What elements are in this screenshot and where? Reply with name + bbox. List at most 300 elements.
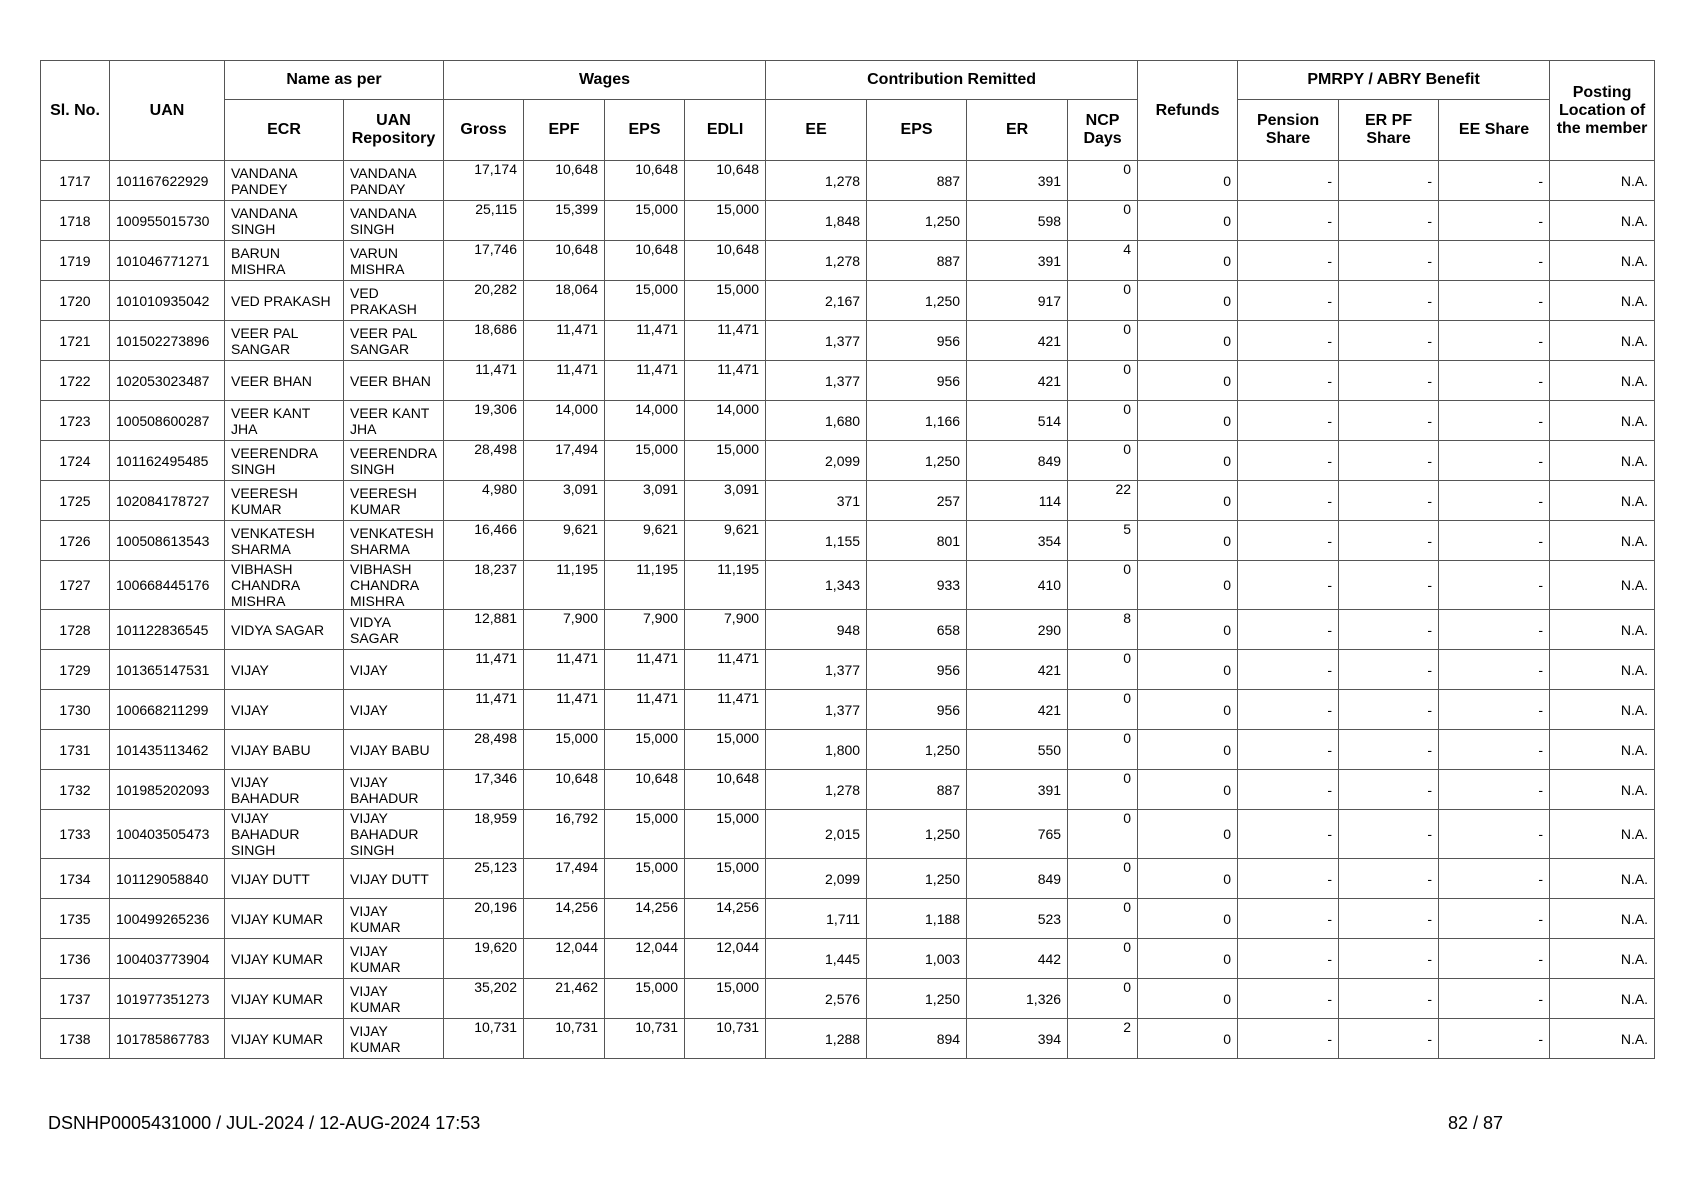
table-row (41, 1019, 1655, 1059)
cell-eps: 14,000 (605, 401, 685, 441)
cell-epf: 14,256 (524, 899, 605, 939)
cell-uan: 102053023487 (110, 361, 225, 401)
table-row (41, 730, 1655, 770)
cell-uan: 101502273896 (110, 321, 225, 361)
cell-epf: 7,900 (524, 610, 605, 650)
cell-ee: 1,288 (766, 1019, 867, 1059)
cell-ee-share: - (1439, 650, 1550, 690)
cell-ee-share: - (1439, 979, 1550, 1019)
cell-sl-no: 1737 (41, 979, 110, 1019)
cell-ncp-days: 4 (1068, 241, 1138, 281)
cell-gross: 18,959 (444, 810, 524, 859)
cell-er-pf-share: - (1339, 1019, 1439, 1059)
cell-ee: 2,167 (766, 281, 867, 321)
cell-gross: 28,498 (444, 730, 524, 770)
cell-gross: 12,881 (444, 610, 524, 650)
header-pension-share: Pension Share (1238, 100, 1339, 161)
cell-edli: 7,900 (685, 610, 766, 650)
cell-ee-share: - (1439, 939, 1550, 979)
cell-er-pf-share: - (1339, 899, 1439, 939)
cell-eps: 9,621 (605, 521, 685, 561)
cell-er-pf-share: - (1339, 610, 1439, 650)
cell-ncp-days: 0 (1068, 690, 1138, 730)
cell-pension-share: - (1238, 899, 1339, 939)
cell-ncp-days: 8 (1068, 610, 1138, 650)
cell-ncp-days: 0 (1068, 321, 1138, 361)
cell-eps: 10,648 (605, 241, 685, 281)
cell-uan: 101167622929 (110, 161, 225, 201)
cell-gross: 20,282 (444, 281, 524, 321)
cell-pension-share: - (1238, 610, 1339, 650)
cell-posting-location: N.A. (1550, 321, 1655, 361)
cell-uan-repository-name: VIJAY KUMAR (344, 899, 444, 939)
cell-pension-share: - (1238, 321, 1339, 361)
cell-posting-location: N.A. (1550, 859, 1655, 899)
cell-sl-no: 1719 (41, 241, 110, 281)
cell-uan: 101365147531 (110, 650, 225, 690)
header-edli: EDLI (685, 100, 766, 161)
cell-sl-no: 1721 (41, 321, 110, 361)
cell-ncp-days: 0 (1068, 361, 1138, 401)
cell-ee: 2,099 (766, 859, 867, 899)
cell-sl-no: 1730 (41, 690, 110, 730)
cell-uan: 100499265236 (110, 899, 225, 939)
cell-epf: 12,044 (524, 939, 605, 979)
cell-uan-repository-name: VIBHASH CHANDRA MISHRA (344, 561, 444, 610)
cell-pension-share: - (1238, 281, 1339, 321)
cell-contribution-eps: 801 (867, 521, 967, 561)
cell-ee: 1,155 (766, 521, 867, 561)
cell-ee-share: - (1439, 770, 1550, 810)
cell-refunds: 0 (1138, 201, 1238, 241)
cell-uan: 101162495485 (110, 441, 225, 481)
cell-refunds: 0 (1138, 899, 1238, 939)
cell-ee: 1,848 (766, 201, 867, 241)
document-reference: DSNHP0005431000 / JUL-2024 / 12-AUG-2024 17:53 (48, 1113, 481, 1133)
cell-uan-repository-name: VIJAY BAHADUR (344, 770, 444, 810)
cell-er: 765 (967, 810, 1068, 859)
cell-ee: 1,445 (766, 939, 867, 979)
cell-uan: 100508613543 (110, 521, 225, 561)
table-row (41, 361, 1655, 401)
cell-gross: 17,174 (444, 161, 524, 201)
cell-gross: 35,202 (444, 979, 524, 1019)
cell-er-pf-share: - (1339, 161, 1439, 201)
cell-epf: 10,648 (524, 241, 605, 281)
table-row (41, 690, 1655, 730)
cell-contribution-eps: 1,250 (867, 810, 967, 859)
cell-ncp-days: 5 (1068, 521, 1138, 561)
table-row (41, 939, 1655, 979)
cell-epf: 11,195 (524, 561, 605, 610)
cell-ee-share: - (1439, 161, 1550, 201)
cell-sl-no: 1723 (41, 401, 110, 441)
cell-epf: 15,000 (524, 730, 605, 770)
cell-contribution-eps: 933 (867, 561, 967, 610)
cell-edli: 11,471 (685, 690, 766, 730)
table-row (41, 441, 1655, 481)
cell-er-pf-share: - (1339, 770, 1439, 810)
cell-contribution-eps: 956 (867, 361, 967, 401)
cell-edli: 11,471 (685, 321, 766, 361)
cell-refunds: 0 (1138, 241, 1238, 281)
cell-eps: 15,000 (605, 730, 685, 770)
ecr-statement-table (40, 60, 1655, 1059)
table-row (41, 281, 1655, 321)
cell-sl-no: 1727 (41, 561, 110, 610)
cell-uan-repository-name: VANDANA SINGH (344, 201, 444, 241)
cell-ee: 1,800 (766, 730, 867, 770)
cell-eps: 11,195 (605, 561, 685, 610)
cell-edli: 10,648 (685, 241, 766, 281)
cell-sl-no: 1726 (41, 521, 110, 561)
cell-epf: 16,792 (524, 810, 605, 859)
cell-pension-share: - (1238, 561, 1339, 610)
header-uan-repository: UAN Repository (344, 100, 444, 161)
cell-contribution-eps: 1,250 (867, 979, 967, 1019)
cell-ecr-name: VEER PAL SANGAR (225, 321, 344, 361)
cell-ncp-days: 0 (1068, 161, 1138, 201)
cell-uan: 100508600287 (110, 401, 225, 441)
cell-uan: 100955015730 (110, 201, 225, 241)
cell-ee: 1,343 (766, 561, 867, 610)
cell-ncp-days: 0 (1068, 561, 1138, 610)
cell-epf: 11,471 (524, 650, 605, 690)
cell-sl-no: 1738 (41, 1019, 110, 1059)
cell-pension-share: - (1238, 730, 1339, 770)
cell-refunds: 0 (1138, 521, 1238, 561)
cell-pension-share: - (1238, 770, 1339, 810)
cell-uan: 100403773904 (110, 939, 225, 979)
cell-ecr-name: VIJAY KUMAR (225, 899, 344, 939)
cell-epf: 10,648 (524, 770, 605, 810)
cell-gross: 11,471 (444, 650, 524, 690)
cell-edli: 12,044 (685, 939, 766, 979)
cell-contribution-eps: 1,250 (867, 281, 967, 321)
cell-ecr-name: VEER KANT JHA (225, 401, 344, 441)
cell-contribution-eps: 1,188 (867, 899, 967, 939)
cell-uan-repository-name: VED PRAKASH (344, 281, 444, 321)
header-name-as-per: Name as per (225, 61, 444, 100)
cell-ncp-days: 0 (1068, 810, 1138, 859)
cell-gross: 4,980 (444, 481, 524, 521)
table-header (41, 61, 1655, 161)
cell-contribution-eps: 257 (867, 481, 967, 521)
cell-refunds: 0 (1138, 441, 1238, 481)
cell-uan: 100668211299 (110, 690, 225, 730)
cell-edli: 10,731 (685, 1019, 766, 1059)
cell-er-pf-share: - (1339, 201, 1439, 241)
header-sl-no: Sl. No. (41, 61, 110, 161)
cell-gross: 17,346 (444, 770, 524, 810)
cell-er: 917 (967, 281, 1068, 321)
cell-posting-location: N.A. (1550, 401, 1655, 441)
cell-refunds: 0 (1138, 1019, 1238, 1059)
cell-gross: 11,471 (444, 361, 524, 401)
header-ee: EE (766, 100, 867, 161)
cell-ee-share: - (1439, 361, 1550, 401)
cell-uan-repository-name: VEER BHAN (344, 361, 444, 401)
cell-epf: 15,399 (524, 201, 605, 241)
cell-pension-share: - (1238, 361, 1339, 401)
cell-gross: 18,237 (444, 561, 524, 610)
cell-ncp-days: 0 (1068, 979, 1138, 1019)
cell-er-pf-share: - (1339, 481, 1439, 521)
cell-ee: 1,377 (766, 321, 867, 361)
cell-pension-share: - (1238, 521, 1339, 561)
table-row (41, 321, 1655, 361)
cell-ncp-days: 0 (1068, 201, 1138, 241)
cell-eps: 10,648 (605, 770, 685, 810)
cell-uan-repository-name: VIJAY KUMAR (344, 1019, 444, 1059)
cell-uan: 102084178727 (110, 481, 225, 521)
cell-eps: 15,000 (605, 859, 685, 899)
cell-uan-repository-name: VENKATESH SHARMA (344, 521, 444, 561)
cell-posting-location: N.A. (1550, 561, 1655, 610)
cell-pension-share: - (1238, 859, 1339, 899)
cell-ecr-name: VIJAY KUMAR (225, 979, 344, 1019)
cell-ee: 2,099 (766, 441, 867, 481)
cell-er: 391 (967, 161, 1068, 201)
cell-ee-share: - (1439, 481, 1550, 521)
cell-refunds: 0 (1138, 810, 1238, 859)
cell-edli: 10,648 (685, 161, 766, 201)
cell-er: 550 (967, 730, 1068, 770)
cell-er-pf-share: - (1339, 650, 1439, 690)
cell-ee: 948 (766, 610, 867, 650)
cell-pension-share: - (1238, 481, 1339, 521)
cell-er-pf-share: - (1339, 561, 1439, 610)
cell-ecr-name: VEERENDRA SINGH (225, 441, 344, 481)
cell-posting-location: N.A. (1550, 241, 1655, 281)
cell-ecr-name: VENKATESH SHARMA (225, 521, 344, 561)
cell-refunds: 0 (1138, 401, 1238, 441)
cell-sl-no: 1717 (41, 161, 110, 201)
cell-ee: 1,377 (766, 361, 867, 401)
cell-er-pf-share: - (1339, 361, 1439, 401)
cell-er-pf-share: - (1339, 281, 1439, 321)
cell-uan: 101985202093 (110, 770, 225, 810)
table-row (41, 979, 1655, 1019)
cell-eps: 15,000 (605, 281, 685, 321)
cell-pension-share: - (1238, 441, 1339, 481)
table-row (41, 810, 1655, 859)
cell-pension-share: - (1238, 810, 1339, 859)
cell-uan: 101129058840 (110, 859, 225, 899)
cell-er-pf-share: - (1339, 810, 1439, 859)
cell-eps: 11,471 (605, 361, 685, 401)
cell-ee: 371 (766, 481, 867, 521)
cell-ee-share: - (1439, 281, 1550, 321)
cell-edli: 11,471 (685, 650, 766, 690)
cell-posting-location: N.A. (1550, 281, 1655, 321)
cell-pension-share: - (1238, 690, 1339, 730)
cell-sl-no: 1732 (41, 770, 110, 810)
cell-sl-no: 1731 (41, 730, 110, 770)
cell-edli: 15,000 (685, 979, 766, 1019)
cell-refunds: 0 (1138, 481, 1238, 521)
cell-gross: 18,686 (444, 321, 524, 361)
cell-ncp-days: 0 (1068, 441, 1138, 481)
cell-uan-repository-name: VEER KANT JHA (344, 401, 444, 441)
cell-uan-repository-name: VARUN MISHRA (344, 241, 444, 281)
header-contribution-remitted: Contribution Remitted (766, 61, 1138, 100)
cell-ncp-days: 0 (1068, 770, 1138, 810)
cell-er: 442 (967, 939, 1068, 979)
cell-uan-repository-name: VANDANA PANDAY (344, 161, 444, 201)
cell-posting-location: N.A. (1550, 899, 1655, 939)
table-row (41, 481, 1655, 521)
cell-contribution-eps: 887 (867, 241, 967, 281)
cell-er: 523 (967, 899, 1068, 939)
cell-sl-no: 1718 (41, 201, 110, 241)
cell-gross: 11,471 (444, 690, 524, 730)
cell-er-pf-share: - (1339, 521, 1439, 561)
cell-uan-repository-name: VIJAY (344, 650, 444, 690)
table-row (41, 401, 1655, 441)
cell-refunds: 0 (1138, 979, 1238, 1019)
cell-er: 849 (967, 859, 1068, 899)
cell-er: 514 (967, 401, 1068, 441)
cell-contribution-eps: 1,250 (867, 859, 967, 899)
cell-contribution-eps: 887 (867, 161, 967, 201)
cell-epf: 3,091 (524, 481, 605, 521)
header-er: ER (967, 100, 1068, 161)
cell-gross: 20,196 (444, 899, 524, 939)
cell-eps: 15,000 (605, 201, 685, 241)
cell-sl-no: 1734 (41, 859, 110, 899)
cell-sl-no: 1722 (41, 361, 110, 401)
cell-ee-share: - (1439, 561, 1550, 610)
cell-ee-share: - (1439, 810, 1550, 859)
cell-sl-no: 1736 (41, 939, 110, 979)
cell-eps: 10,731 (605, 1019, 685, 1059)
cell-er: 421 (967, 650, 1068, 690)
cell-posting-location: N.A. (1550, 441, 1655, 481)
cell-ecr-name: VEER BHAN (225, 361, 344, 401)
cell-epf: 11,471 (524, 361, 605, 401)
header-ee-share: EE Share (1439, 100, 1550, 161)
table-row (41, 859, 1655, 899)
cell-ecr-name: VEERESH KUMAR (225, 481, 344, 521)
header-epf: EPF (524, 100, 605, 161)
cell-sl-no: 1724 (41, 441, 110, 481)
cell-er-pf-share: - (1339, 939, 1439, 979)
cell-er: 421 (967, 361, 1068, 401)
cell-ee-share: - (1439, 441, 1550, 481)
cell-posting-location: N.A. (1550, 1019, 1655, 1059)
cell-posting-location: N.A. (1550, 979, 1655, 1019)
cell-ee: 1,711 (766, 899, 867, 939)
cell-uan-repository-name: VIJAY BABU (344, 730, 444, 770)
cell-refunds: 0 (1138, 561, 1238, 610)
cell-edli: 15,000 (685, 441, 766, 481)
cell-er-pf-share: - (1339, 730, 1439, 770)
cell-uan: 101785867783 (110, 1019, 225, 1059)
cell-uan-repository-name: VIJAY BAHADUR SINGH (344, 810, 444, 859)
cell-posting-location: N.A. (1550, 690, 1655, 730)
cell-pension-share: - (1238, 201, 1339, 241)
cell-edli: 14,000 (685, 401, 766, 441)
cell-posting-location: N.A. (1550, 730, 1655, 770)
cell-uan-repository-name: VIJAY KUMAR (344, 979, 444, 1019)
cell-er-pf-share: - (1339, 401, 1439, 441)
cell-pension-share: - (1238, 1019, 1339, 1059)
cell-ncp-days: 0 (1068, 939, 1138, 979)
table-row (41, 561, 1655, 610)
cell-edli: 10,648 (685, 770, 766, 810)
page-indicator: 82 / 87 (1448, 1113, 1504, 1133)
cell-ncp-days: 0 (1068, 650, 1138, 690)
cell-refunds: 0 (1138, 939, 1238, 979)
cell-epf: 18,064 (524, 281, 605, 321)
cell-refunds: 0 (1138, 281, 1238, 321)
cell-ee-share: - (1439, 859, 1550, 899)
header-eps: EPS (605, 100, 685, 161)
cell-er-pf-share: - (1339, 690, 1439, 730)
cell-ecr-name: VIJAY KUMAR (225, 939, 344, 979)
cell-eps: 3,091 (605, 481, 685, 521)
cell-uan-repository-name: VIDYA SAGAR (344, 610, 444, 650)
cell-eps: 14,256 (605, 899, 685, 939)
cell-gross: 16,466 (444, 521, 524, 561)
cell-ecr-name: VED PRAKASH (225, 281, 344, 321)
cell-eps: 11,471 (605, 690, 685, 730)
cell-posting-location: N.A. (1550, 521, 1655, 561)
cell-uan-repository-name: VEERENDRA SINGH (344, 441, 444, 481)
cell-uan-repository-name: VEER PAL SANGAR (344, 321, 444, 361)
cell-eps: 7,900 (605, 610, 685, 650)
cell-uan-repository-name: VEERESH KUMAR (344, 481, 444, 521)
cell-sl-no: 1733 (41, 810, 110, 859)
cell-uan: 101435113462 (110, 730, 225, 770)
cell-ecr-name: VANDANA SINGH (225, 201, 344, 241)
cell-posting-location: N.A. (1550, 481, 1655, 521)
cell-ecr-name: VIJAY DUTT (225, 859, 344, 899)
cell-epf: 9,621 (524, 521, 605, 561)
cell-refunds: 0 (1138, 770, 1238, 810)
cell-contribution-eps: 1,250 (867, 201, 967, 241)
cell-ecr-name: VIBHASH CHANDRA MISHRA (225, 561, 344, 610)
cell-ecr-name: VIJAY (225, 650, 344, 690)
cell-eps: 15,000 (605, 810, 685, 859)
cell-edli: 11,195 (685, 561, 766, 610)
cell-contribution-eps: 1,250 (867, 730, 967, 770)
header-gross: Gross (444, 100, 524, 161)
cell-er-pf-share: - (1339, 321, 1439, 361)
cell-er: 849 (967, 441, 1068, 481)
cell-refunds: 0 (1138, 730, 1238, 770)
cell-posting-location: N.A. (1550, 650, 1655, 690)
table-row (41, 650, 1655, 690)
cell-pension-share: - (1238, 979, 1339, 1019)
cell-posting-location: N.A. (1550, 810, 1655, 859)
cell-uan-repository-name: VIJAY KUMAR (344, 939, 444, 979)
cell-uan: 101046771271 (110, 241, 225, 281)
header-refunds: Refunds (1138, 61, 1238, 161)
cell-er-pf-share: - (1339, 441, 1439, 481)
cell-sl-no: 1735 (41, 899, 110, 939)
cell-ecr-name: VIJAY BABU (225, 730, 344, 770)
cell-sl-no: 1729 (41, 650, 110, 690)
cell-uan: 101122836545 (110, 610, 225, 650)
cell-epf: 11,471 (524, 690, 605, 730)
cell-ncp-days: 0 (1068, 281, 1138, 321)
cell-uan: 101010935042 (110, 281, 225, 321)
cell-gross: 10,731 (444, 1019, 524, 1059)
cell-er: 394 (967, 1019, 1068, 1059)
header-contribution-eps: EPS (867, 100, 967, 161)
